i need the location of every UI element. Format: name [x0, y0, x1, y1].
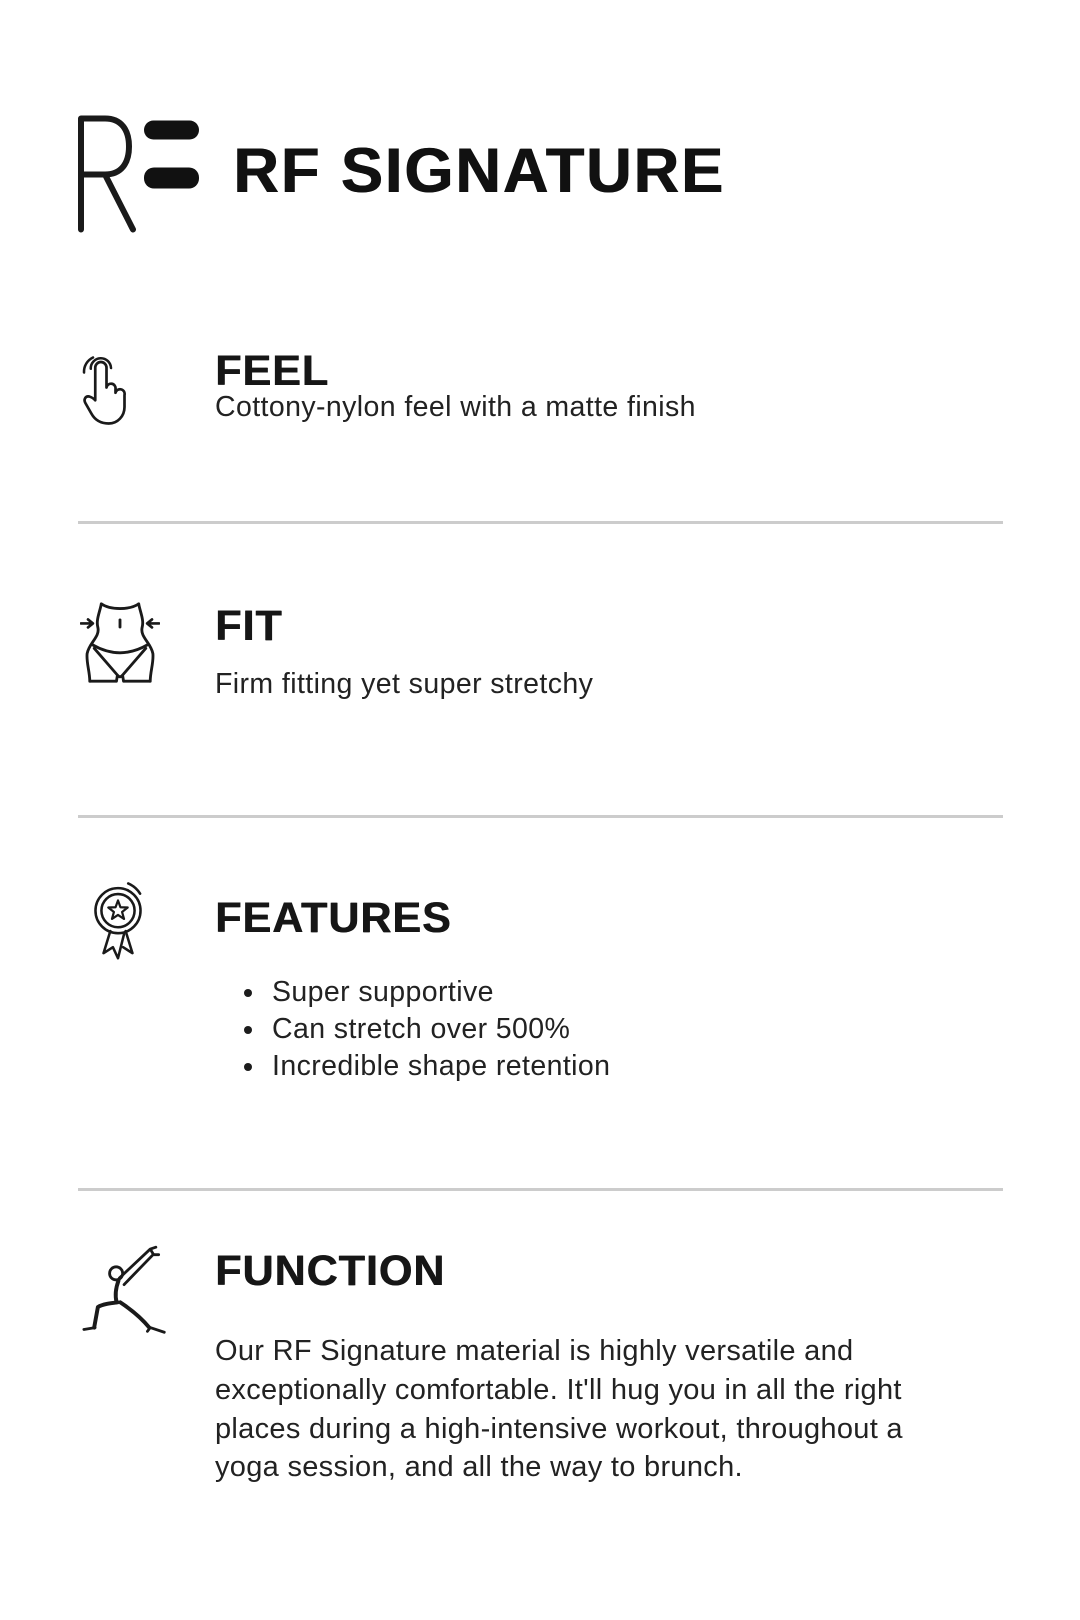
rf-monogram-logo-icon	[75, 112, 200, 239]
award-medal-icon	[84, 864, 152, 976]
section-title-fit: FIT	[215, 602, 283, 650]
feature-item	[244, 1048, 610, 1085]
section-title-feel: FEEL	[215, 347, 329, 395]
feature-item	[244, 1011, 610, 1048]
section-description-fit: Firm fitting yet super stretchy	[215, 668, 594, 700]
paragraph-line: exceptionally comfortable. It'll hug you in all the right	[215, 1373, 902, 1406]
tap-finger-icon	[78, 342, 132, 436]
section-description-function	[215, 1332, 903, 1487]
paragraph-line: places during a high-intensive workout, throughout a	[215, 1412, 903, 1445]
bullet-icon	[244, 1026, 252, 1034]
feature-item-label: Super supportive	[272, 976, 494, 1008]
features-list	[244, 974, 610, 1085]
paragraph-line: yoga session, and all the way to brunch.	[215, 1451, 743, 1484]
feature-item-label: Incredible shape retention	[272, 1050, 611, 1082]
bullet-icon	[244, 1063, 252, 1071]
bullet-icon	[244, 989, 252, 997]
section-title-function: FUNCTION	[215, 1247, 446, 1295]
section-description-feel: Cottony-nylon feel with a matte finish	[215, 391, 696, 423]
paragraph-line: Our RF Signature material is highly versatile and	[215, 1335, 854, 1367]
feature-item-label: Can stretch over 500%	[272, 1013, 571, 1045]
feature-item	[244, 974, 610, 1011]
section-divider	[78, 1188, 1003, 1191]
section-divider	[78, 521, 1003, 524]
section-title-features: FEATURES	[215, 894, 452, 942]
yoga-pose-icon	[82, 1244, 168, 1342]
waist-measure-icon	[80, 596, 160, 690]
page-title: RF SIGNATURE	[233, 136, 725, 206]
section-divider	[78, 815, 1003, 818]
